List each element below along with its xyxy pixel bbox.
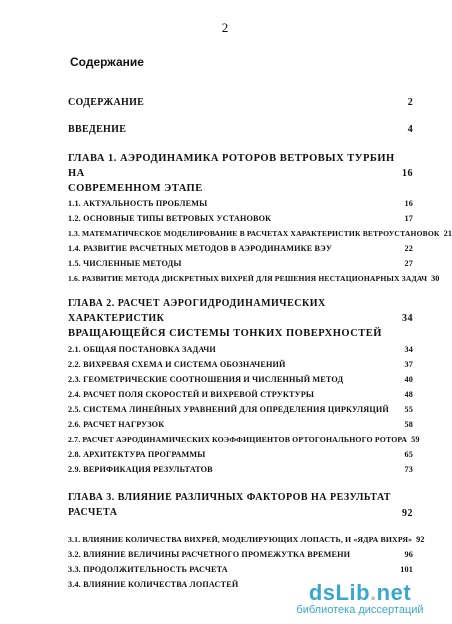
- toc-entry-title: 1.2. ОСНОВНЫЕ ТИПЫ ВЕТРОВЫХ УСТАНОВОК: [68, 214, 272, 223]
- toc-entry-2-9[interactable]: [68, 464, 413, 475]
- toc-entry-page: 37: [404, 360, 413, 369]
- page-number: 2: [221, 20, 229, 35]
- toc-entry-page: 92: [416, 535, 425, 544]
- toc-entry-title: 3.4. ВЛИЯНИЕ КОЛИЧЕСТВА ЛОПАСТЕЙ: [68, 580, 239, 589]
- toc-entry-page: 22: [404, 244, 413, 253]
- toc-entry-title: 1.6. РАЗВИТИЕ МЕТОДА ДИСКРЕТНЫХ ВИХРЕЙ ДЛЯ РЕШЕНИЯ НЕСТАЦИОНАРНЫХ ЗАДАЧ: [68, 274, 428, 283]
- toc-entry-1-2[interactable]: [68, 213, 413, 224]
- toc-entry-title: 2.1. ОБЩАЯ ПОСТАНОВКА ЗАДАЧИ: [68, 345, 216, 354]
- watermark-subtitle: библиотека диссертаций: [296, 604, 424, 616]
- toc-entry-2-4[interactable]: [68, 389, 413, 400]
- toc-entry-title: 2.3. ГЕОМЕТРИЧЕСКИЕ СООТНОШЕНИЯ И ЧИСЛЕННЫЙ МЕТОД: [68, 375, 344, 384]
- toc-entry-title: 1.5. ЧИСЛЕННЫЕ МЕТОДЫ: [68, 259, 182, 268]
- chapter-title-line: ГЛАВА 3. ВЛИЯНИЕ РАЗЛИЧНЫХ ФАКТОРОВ НА РЕЗУЛЬТАТ РАСЧЕТА: [68, 492, 391, 518]
- chapter-title-line: ГЛАВА 1. АЭРОДИНАМИКА РОТОРОВ ВЕТРОВЫХ ТУРБИН НА: [68, 153, 395, 179]
- toc-entry-1-1[interactable]: [68, 198, 413, 209]
- toc-entry-page: 101: [400, 565, 413, 574]
- toc-entry-title: 2.4. РАСЧЕТ ПОЛЯ СКОРОСТЕЙ И ВИХРЕВОЙ СТРУКТУРЫ: [68, 390, 315, 399]
- toc-entry-page: 40: [404, 375, 413, 384]
- toc-entry-page: 48: [404, 390, 413, 399]
- chapter-page: 16: [402, 168, 413, 179]
- toc-entry-page: 21: [443, 229, 452, 238]
- toc-entry-title: 1.1. АКТУАЛЬНОСТЬ ПРОБЛЕМЫ: [68, 199, 208, 208]
- toc-entry-1-5[interactable]: [68, 258, 413, 269]
- toc-entry-title: СОДЕРЖАНИЕ: [68, 97, 145, 108]
- toc-entry-2-8[interactable]: [68, 449, 413, 460]
- toc-heading: Содержание: [70, 55, 144, 69]
- toc-entry-2-5[interactable]: [68, 404, 413, 415]
- chapter-page: 92: [402, 508, 413, 519]
- toc-entry-contents[interactable]: [68, 97, 413, 108]
- toc-entry-title: 3.2. ВЛИЯНИЕ ВЕЛИЧИНЫ РАСЧЕТНОГО ПРОМЕЖУТКА ВРЕМЕНИ: [68, 550, 351, 559]
- toc-entry-title: ВВЕДЕНИЕ: [68, 124, 127, 135]
- toc-entry-title: 2.6. РАСЧЕТ НАГРУЗОК: [68, 420, 165, 429]
- toc-entry-3-1[interactable]: [68, 534, 425, 545]
- chapter-title-line: ВРАЩАЮЩЕЙСЯ СИСТЕМЫ ТОНКИХ ПОВЕРХНОСТЕЙ: [68, 328, 382, 339]
- toc-entry-title: 2.8. АРХИТЕКТУРА ПРОГРАММЫ: [68, 450, 206, 459]
- chapter-title-line: СОВРЕМЕННОМ ЭТАПЕ: [68, 183, 203, 194]
- toc-entry-page: 30: [431, 274, 440, 283]
- toc-entry-page: 59: [411, 435, 420, 444]
- logo-text: net: [376, 580, 412, 605]
- logo-text: dsLib: [308, 580, 371, 605]
- toc-entry-page: 58: [404, 420, 413, 429]
- dslib-watermark[interactable]: [280, 580, 440, 616]
- toc-entry-title: 2.7. РАСЧЕТ АЭРОДИНАМИЧЕСКИХ КОЭФФИЦИЕНТОВ ОРТОГОНАЛЬНОГО РОТОРА: [68, 435, 408, 444]
- chapter-2-heading[interactable]: [68, 296, 413, 341]
- toc-entry-page: 16: [404, 199, 413, 208]
- toc-entry-page: 4: [407, 124, 413, 135]
- toc-entry-1-4[interactable]: [68, 243, 413, 254]
- toc-entry-title: 1.3. МАТЕМАТИЧЕСКОЕ МОДЕЛИРОВАНИЕ В РАСЧЕТАХ ХАРАКТЕРИСТИК ВЕТРОУСТАНОВОК: [68, 229, 440, 238]
- chapter-1-heading[interactable]: [68, 151, 413, 196]
- toc-entry-title: 3.3. ПРОДОЛЖИТЕЛЬНОСТЬ РАСЧЕТА: [68, 565, 228, 574]
- toc-entry-2-3[interactable]: [68, 374, 413, 385]
- logo-dot: .: [370, 580, 377, 605]
- toc-entry-1-3[interactable]: [68, 228, 452, 239]
- toc-entry-page: 2: [407, 97, 413, 108]
- toc-entry-page: 55: [404, 405, 413, 414]
- toc-entry-3-3[interactable]: [68, 564, 413, 575]
- toc-entry-page: 65: [404, 450, 413, 459]
- chapter-title-line: ГЛАВА 2. РАСЧЕТ АЭРОГИДРОДИНАМИЧЕСКИХ ХАРАКТЕРИСТИК: [68, 298, 326, 324]
- chapter-3-heading[interactable]: [68, 490, 413, 520]
- chapter-page: 34: [402, 313, 413, 324]
- toc-entry-title: 2.9. ВЕРИФИКАЦИЯ РЕЗУЛЬТАТОВ: [68, 465, 213, 474]
- toc-entry-2-1[interactable]: [68, 344, 413, 355]
- toc-entry-introduction[interactable]: [68, 124, 413, 135]
- toc-entry-1-6[interactable]: [68, 273, 440, 284]
- toc-entry-2-2[interactable]: [68, 359, 413, 370]
- toc-entry-page: 27: [404, 259, 413, 268]
- toc-entry-page: 73: [404, 465, 413, 474]
- toc-entry-3-2[interactable]: [68, 549, 413, 560]
- toc-entry-title: 1.4. РАЗВИТИЕ РАСЧЕТНЫХ МЕТОДОВ В АЭРОДИНАМИКЕ ВЭУ: [68, 244, 332, 253]
- toc-entry-page: 17: [404, 214, 413, 223]
- dslib-logo: [280, 580, 440, 606]
- toc-entry-title: 3.1. ВЛИЯНИЕ КОЛИЧЕСТВА ВИХРЕЙ, МОДЕЛИРУЮЩИХ ЛОПАСТЬ, И «ЯДРА ВИХРЯ»: [68, 535, 413, 544]
- toc-entry-2-7[interactable]: [68, 434, 420, 445]
- toc-entry-title: 2.2. ВИХРЕВАЯ СХЕМА И СИСТЕМА ОБОЗНАЧЕНИЙ: [68, 360, 286, 369]
- toc-entry-page: 96: [404, 550, 413, 559]
- toc-entry-page: 34: [404, 345, 413, 354]
- toc-entry-title: 2.5. СИСТЕМА ЛИНЕЙНЫХ УРАВНЕНИЙ ДЛЯ ОПРЕДЕЛЕНИЯ ЦИРКУЛЯЦИЙ: [68, 405, 389, 414]
- toc-entry-2-6[interactable]: [68, 419, 413, 430]
